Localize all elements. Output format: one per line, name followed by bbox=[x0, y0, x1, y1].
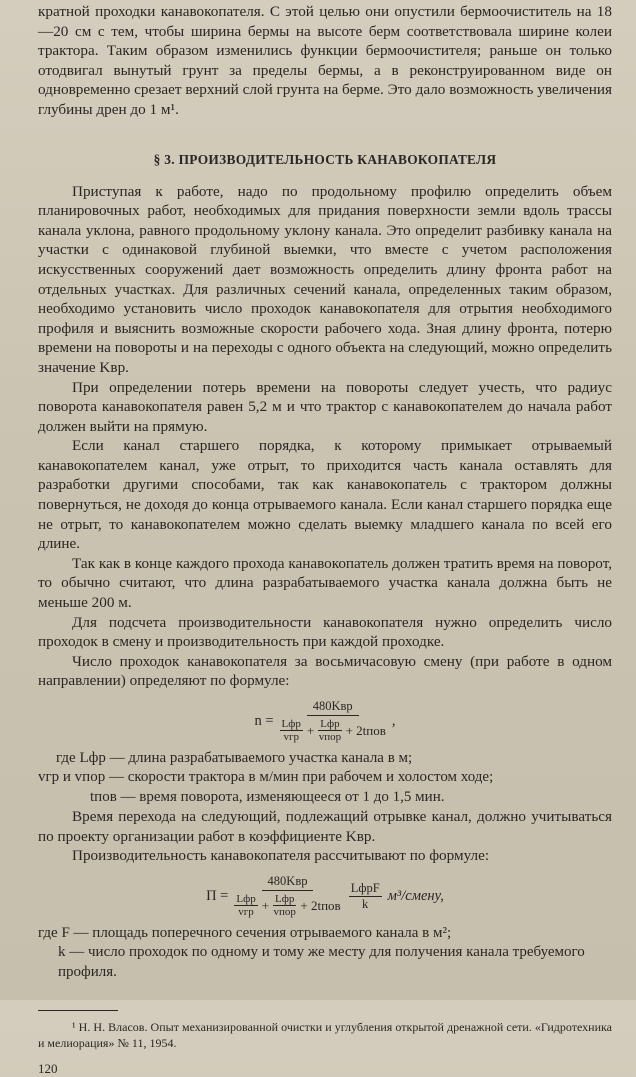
definition-row: vгр и vпор — скорости трактора в м/мин при рабочем и холостом ходе; bbox=[38, 769, 494, 786]
paragraph-continued: кратной проходки канавокопателя. С этой целью они опустили бермоочиститель на 18—20 см с тем, чтобы ширина бермы на высоте берм соответствовала ширине колеи трактора. Таким образом изменились функции бермоочистителя; раньше он только отодвигал вынутый грунт за пределы бермы, а в реконструированном виде он одновременно срезает верхний слой грунта на берме. Это дало возможность увеличения глубины дрен до 1 м¹. bbox=[38, 3, 612, 118]
term-den: vпор bbox=[318, 731, 342, 743]
formula-lhs: n = bbox=[254, 712, 274, 729]
volume-multiplier bbox=[349, 881, 382, 912]
turn-time-term: + 2tпов bbox=[345, 722, 386, 738]
formula-denominator bbox=[232, 891, 342, 918]
paragraph-4: Так как в конце каждого прохода канавокопатель должен тратить время на поворот, то обычно считают, что длина разрабатываемого участка канала должна быть не меньше 200 м. bbox=[38, 554, 612, 612]
term-den: vгр bbox=[283, 731, 299, 743]
formula-numerator: 480Kвр bbox=[262, 874, 314, 891]
section-title: § 3. ПРОИЗВОДИТЕЛЬНОСТЬ КАНАВОКОПАТЕЛЯ bbox=[153, 151, 497, 167]
formula-fraction bbox=[232, 874, 342, 918]
footnote: ¹ Н. Н. Власов. Опыт механизированной очистки и углубления открытой дренажной сети. «Гидротехника и мелиорация» № 11, 1954. bbox=[38, 1020, 612, 1051]
definition-row: где F — площадь поперечного сечения отрываемого канала в м²; bbox=[38, 925, 452, 941]
paragraph-7: Время перехода на следующий, подлежащий отрывке канал, должно учитываться по проекту организации работ в коэффициенте Kвр. bbox=[38, 808, 612, 845]
paragraph-8: Производительность канавокопателя рассчитывают по формуле: bbox=[72, 847, 490, 865]
paragraph-2: При определении потерь времени на повороты следует учесть, что радиус поворота канавокопателя равен 5,2 м и что трактор с канавокопателем до начала работ должен выйти на прямую. bbox=[38, 378, 612, 435]
paragraph-6: Число проходок канавокопателя за восьмичасовую смену (при работе в одном направлении) определяют по формуле: bbox=[38, 652, 612, 690]
paragraph-3: Если канал старшего порядка, к которому примыкает отрываемый канавокопателем канал, уже отрыт, то приходится часть канала оставлять для разработки другими способами, так как канавокопатель с трактором должны повернуться, не доходя до конца отрываемого канала. Если канал старшего порядка еще не отрыт, то канавокопателем можно сделать выемку младшего канала по всей его длине. bbox=[38, 437, 612, 553]
term-num: Lфр bbox=[281, 718, 301, 730]
formula-fraction bbox=[278, 699, 388, 743]
plus-sign: + bbox=[261, 897, 270, 913]
term-working-time bbox=[280, 718, 303, 743]
multiplier-den: k bbox=[362, 896, 369, 911]
multiplier-num: LфрF bbox=[350, 880, 380, 895]
formula-unit: м³/смену, bbox=[387, 887, 444, 904]
term-num: Lфр bbox=[236, 893, 256, 905]
turn-time-term: + 2tпов bbox=[300, 897, 341, 913]
definition-row: k — число проходок по одному и тому же месту для получения канала требуемого профиля. bbox=[58, 944, 585, 980]
plus-sign: + bbox=[306, 722, 315, 738]
term-num: Lфр bbox=[320, 718, 340, 730]
formula-passes bbox=[38, 699, 612, 743]
definition-row: tпов — время поворота, изменяющееся от 1 до 1,5 мин. bbox=[90, 788, 445, 805]
page-number: 120 bbox=[38, 1061, 58, 1077]
definition-row: где Lфр — длина разрабатываемого участка канала в м; bbox=[56, 750, 413, 766]
term-idle-time bbox=[273, 893, 296, 918]
term-den: vпор bbox=[273, 906, 296, 918]
definitions-1 bbox=[38, 749, 612, 807]
term-den: vгр bbox=[238, 906, 254, 918]
formula-lhs: П = bbox=[206, 887, 229, 904]
definitions-2 bbox=[38, 924, 612, 982]
paragraph-1: Приступая к работе, надо по продольному профилю определить объем планировочных работ, необходимых для придания поверхности земли вдоль трассы канала уклона, равного продольному уклону канала. Это определит разбивку канала на участки с одинаковой глубиной выемки, что вместе с учетом расположения искусственных сооружений дает возможность определить длину фронта работ на отдельных участках. Для различных сечений канала, определенных таким образом, необходимо установить число проходок канавокопателя для отрытия необходимого профиля и выяснить возможные скорости рабочего хода. Зная длину фронта, потерю времени на повороты и на переходы с одного объекта на следующий, можно определить значение Kвр. bbox=[38, 182, 612, 376]
footnote-divider bbox=[38, 1010, 118, 1011]
term-working-time bbox=[234, 893, 257, 918]
formula-numerator: 480Kвр bbox=[307, 699, 359, 716]
formula-denominator bbox=[278, 716, 388, 743]
paragraph-5: Для подсчета производительности канавокопателя нужно определить число проходок в смену и производительность при каждой проходке. bbox=[38, 613, 612, 651]
formula-productivity bbox=[38, 874, 612, 918]
term-idle-time bbox=[318, 718, 341, 743]
formula-end: , bbox=[391, 712, 396, 729]
term-num: Lфр bbox=[275, 893, 295, 905]
